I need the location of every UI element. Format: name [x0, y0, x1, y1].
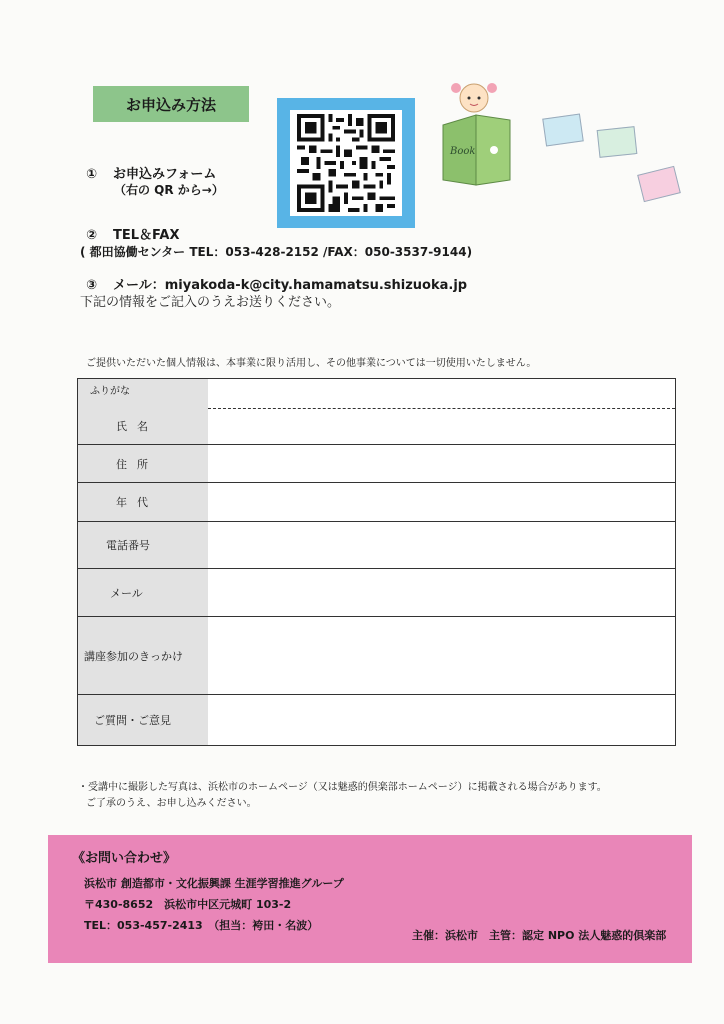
- apply-method-title: お申込み方法: [93, 86, 249, 122]
- questions-label: ご質問・ご意見: [78, 694, 209, 745]
- contact-heading: 《お問い合わせ》: [72, 851, 177, 866]
- contact-sponsor: 主催：浜松市 主管：認定 NPO 法人魅惑的倶楽部: [412, 929, 667, 942]
- book-cover-text: Book: [450, 146, 476, 157]
- name-field[interactable]: [208, 379, 676, 445]
- blue-book-icon: [542, 113, 584, 146]
- form-row-name: [78, 379, 676, 445]
- method-number: ③: [86, 278, 98, 293]
- method-number: ②: [86, 228, 98, 243]
- email-field[interactable]: [208, 569, 676, 617]
- method-email-label[interactable]: メール：miyakoda-k@city.hamamatsu.shizuoka.jp: [113, 278, 468, 293]
- reason-label: 講座参加のきっかけ: [78, 617, 209, 695]
- furigana-label: ふりがな: [90, 386, 130, 397]
- method-form: [86, 163, 216, 182]
- questions-field[interactable]: [208, 694, 676, 745]
- method-telfax: [86, 224, 180, 243]
- age-label: 年代: [78, 483, 209, 522]
- reason-field[interactable]: [208, 617, 676, 695]
- phone-label: 電話番号: [78, 522, 209, 569]
- form-row-age: [78, 483, 676, 522]
- method-telfax-sub: ( 都田協働センター TEL：053-428-2152 /FAX：050-3537-9144): [80, 245, 473, 259]
- address-field[interactable]: [208, 445, 676, 483]
- qr-code-frame[interactable]: [277, 98, 415, 228]
- pink-book-icon: [637, 166, 681, 202]
- method-form-label: お申込みフォーム: [113, 167, 217, 182]
- contact-org: 浜松市 創造都市・文化振興課 生涯学習推進グループ: [84, 877, 344, 890]
- contact-box: [48, 835, 692, 963]
- method-number: ①: [86, 167, 98, 182]
- application-form: [77, 378, 676, 746]
- form-row-address: [78, 445, 676, 483]
- privacy-notice: ご提供いただいた個人情報は、本事業に限り活用し、その他事業については一切使用いたしません。: [86, 358, 537, 369]
- photo-notice-line2: ご了承のうえ、お申し込みください。: [86, 798, 257, 809]
- method-email-sub: 下記の情報をご記入のうえお送りください。: [80, 295, 341, 310]
- method-form-sub: （右の QR から→）: [114, 183, 224, 197]
- form-row-reason: [78, 617, 676, 695]
- qr-code-icon[interactable]: [297, 114, 395, 212]
- contact-postal: 〒430-8652 浜松市中区元城町 103-2: [84, 898, 292, 911]
- phone-field[interactable]: [208, 522, 676, 569]
- method-telfax-label: TEL＆FAX: [113, 228, 180, 243]
- address-label: 住所: [78, 445, 209, 483]
- child-reading-illustration: [438, 80, 518, 190]
- form-row-phone: [78, 522, 676, 569]
- green-book-icon: [597, 126, 638, 158]
- age-field[interactable]: [208, 483, 676, 522]
- form-row-email: [78, 569, 676, 617]
- contact-tel[interactable]: TEL：053-457-2413 （担当：袴田・名波）: [84, 919, 319, 932]
- form-row-questions: [78, 694, 676, 745]
- furigana-divider: [208, 408, 675, 409]
- name-label: 氏名: [116, 420, 158, 433]
- name-label-cell: [78, 379, 209, 445]
- email-label: メール: [78, 569, 209, 617]
- photo-notice-line1: ・受講中に撮影した写真は、浜松市のホームページ（又は魅惑的倶楽部ホームページ）に掲載される場合があります。: [78, 782, 607, 793]
